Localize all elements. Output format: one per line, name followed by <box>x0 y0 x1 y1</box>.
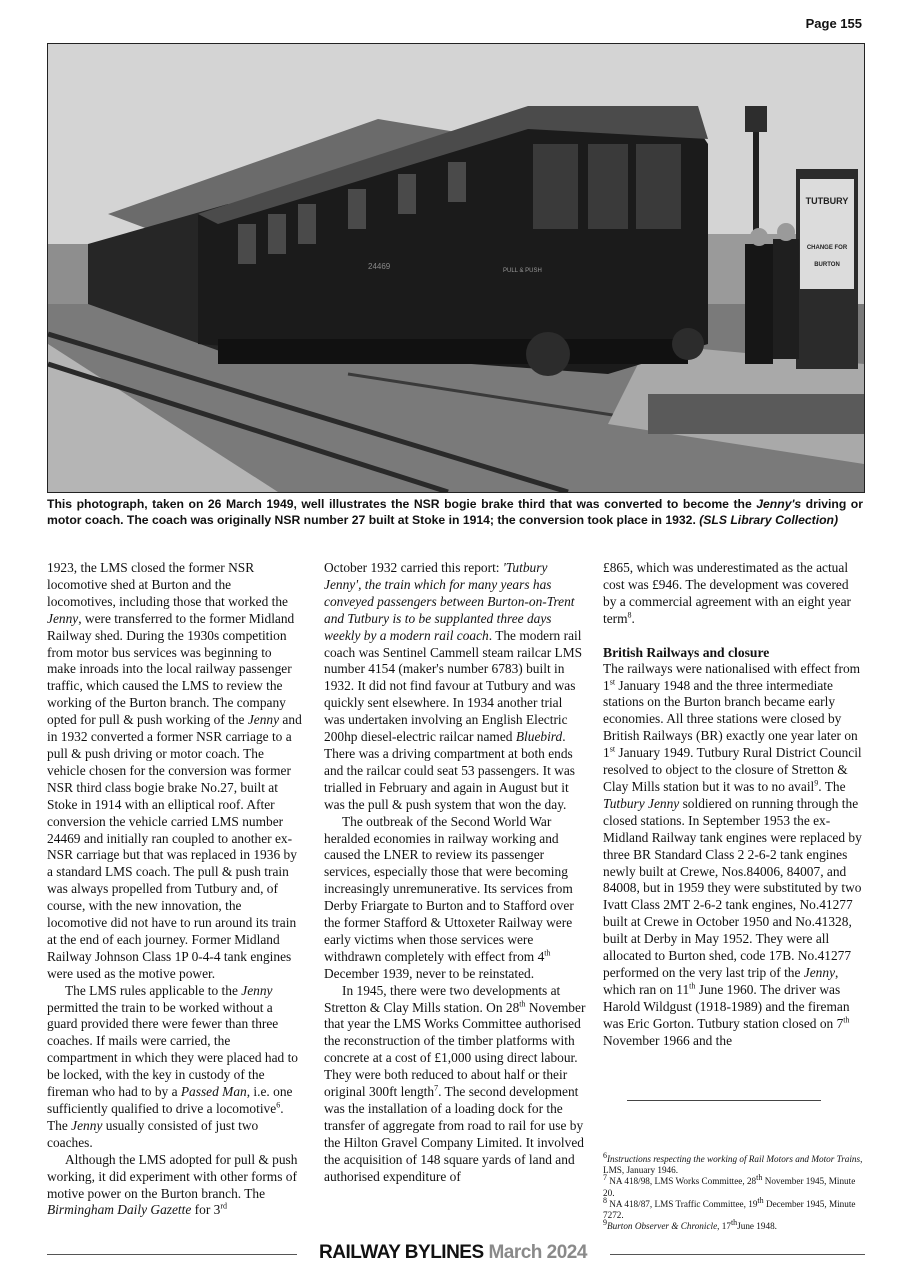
sign-destination: BURTON <box>814 262 840 268</box>
paragraph: The outbreak of the Second World War heralded economies in railway working and caused the LNER to review its passenger services, especially those that were becoming increasingly unremunerative. Its services from Derby Friargate to Burton and to Stafford over the former Stafford & Uttoxeter Railway were early victims when those services were withdrawn completely with effect from 4th December 1939, never to be reinstated. <box>324 813 574 981</box>
paragraph: Although the LMS adopted for pull & push working, it did experiment with other forms of motive power on the Burton branch. The Birmingham Daily Gazette for 3rd <box>47 1151 298 1218</box>
footnote: $^9$Burton Observer & Chronicle, 17thJune 1948. <box>603 1218 777 1232</box>
paragraph: The LMS rules applicable to the Jenny permitted the train to be worked without a guard provided there were fewer than three coaches. If mails were carried, the compartment in which they were placed had to be locked, with the key in custody of the fireman who had to by a Passed Man, i.e. one sufficiently qualified to drive a locomotive$^6$. The Jenny usually consisted of just two coaches. <box>47 982 298 1150</box>
footnote-divider <box>627 1100 821 1101</box>
text-column-2 <box>324 560 586 1186</box>
railway-coach-photo <box>47 43 865 493</box>
magazine-title: RAILWAY BYLINES <box>319 1242 484 1263</box>
paragraph: The railways were nationalised with effect from 1st January 1948 and the three intermediate stations on the Burton branch became early economies. All three stations were closed by British Railways (BR) exactly one year later on 1st January 1949. Tutbury Rural District Council resolved to object to the closure of Stretton & Clay Mills station but it was to no avail$^9$. The Tutbury Jenny soldiered on running through the closed stations. In September 1953 the ex-Midland Railway tank engines were replaced by three BR Standard Class 2 2-6-2 tank engines newly built at Crewe, Nos.84006, 84007, and 84008, but in 1959 they were substituted by two Ivatt Class 2MT 2-6-2 tank engines, No.41277 built at Crewe in October 1950 and No.41328, built at Derby in May 1952. They were all allocated to Burton shed, code 17B. No.41277 performed on the very last trip of the Jenny, which ran on 11th June 1960. The driver was Harold Wildgust (1918-1989) and the fireman was Eric Gorton. Tutbury station closed on 7th November 1966 and the <box>603 660 862 1048</box>
text-column-1 <box>47 560 302 1219</box>
footnote: $^6$Instructions respecting the working of Rail Motors and Motor Trains, LMS, January 1946. <box>603 1150 863 1176</box>
sign-change-for: CHANGE FOR <box>806 245 848 251</box>
page-footer <box>0 1242 906 1264</box>
page-number: Page 155 <box>805 16 862 31</box>
issue-date: March 2024 <box>488 1242 587 1263</box>
section-heading: British Railways and closure <box>603 644 770 660</box>
footnote: $^7$ NA 418/98, LMS Works Committee, 28th November 1945, Minute 20. <box>603 1173 856 1198</box>
footnotes <box>603 1150 865 1232</box>
paragraph: 1923, the LMS closed the former NSR locomotive shed at Burton and the locomotives, including those that worked the Jenny, were transferred to the former Midland Railway shed. During the 1930s competition from motor bus services was beginning to make inroads into the local railway passenger traffic, which caused the LMS to review the working of the Burton branch. The company opted for pull & push working of the Jenny and in 1932 converted a former NSR carriage to a pull & push driving or motor coach. The vehicle chosen for the conversion was former NSR third class bogie brake No.27, built at Stoke in 1914 with an elliptical roof. After conversion the vehicle carried LMS number 24469 and initially ran coupled to another ex-NSR carriage but that was replaced in 1936 by a standard LMS coach. The pull & push train was always propelled from Tutbury and, of course, with the new innovation, the locomotive did not have to run around its train at the end of each journey. Former Midland Railway Johnson Class 1P 0-4-4 tank engines were used as the motive power. <box>47 560 302 981</box>
photo-credit: (SLS Library Collection) <box>699 512 839 527</box>
sign-station-name: TUTBURY <box>805 196 849 206</box>
paragraph: In 1945, there were two developments at Stretton & Clay Mills station. On 28th November that year the LMS Works Committee authorised the reconstruction of the timber platforms with concrete at a cost of £1,000 using direct labour. They were both reduced to about half or their original 300ft length$^7$. The second development was the installation of a loading dock for the transfer of aggregate from road to rail for use by the Hilton Gravel Company Limited. It involved the acquisition of 148 square yards of land and authorised expenditure of <box>324 982 586 1184</box>
paragraph: October 1932 carried this report: 'Tutbury Jenny', the train which for many years has conveyed passengers between Burton-on-Trent and Tutbury is to be supplanted three days weekly by a modern rail coach. The modern rail coach was Sentinel Cammell steam railcar LMS number 4154 (maker's number 6783) built in 1932. It did not find favour at Tutbury and was quickly sent elsewhere. In 1934 another trial was undertaken involving an English Electric 200hp diesel-electric railcar named Bluebird. There was a driving compartment at both ends and the railcar could seat 53 passengers. It was trialled in February and again in August but it was the pull & push system that won the day. <box>324 560 583 812</box>
coach-number: 24469 <box>368 262 391 271</box>
paragraph: £865, which was underestimated as the actual cost was £946. The development was covered by a commercial agreement with an eight year term$^8$. <box>603 560 851 626</box>
text-column-3 <box>603 560 865 1049</box>
coach-label: PULL & PUSH <box>503 268 542 274</box>
coach-photo-illustration <box>48 44 864 492</box>
footnote: $^8$ NA 418/87, LMS Traffic Committee, 19th December 1945, Minute 7272. <box>603 1195 856 1221</box>
photo-caption: This photograph, taken on 26 March 1949, well illustrates the NSR bogie brake third that was converted to become the Jenny's driving or motor coach. The coach was originally NSR number 27 built at Stoke in 1914; the conversion took place in 1932. (SLS Library Collection) <box>47 497 863 527</box>
